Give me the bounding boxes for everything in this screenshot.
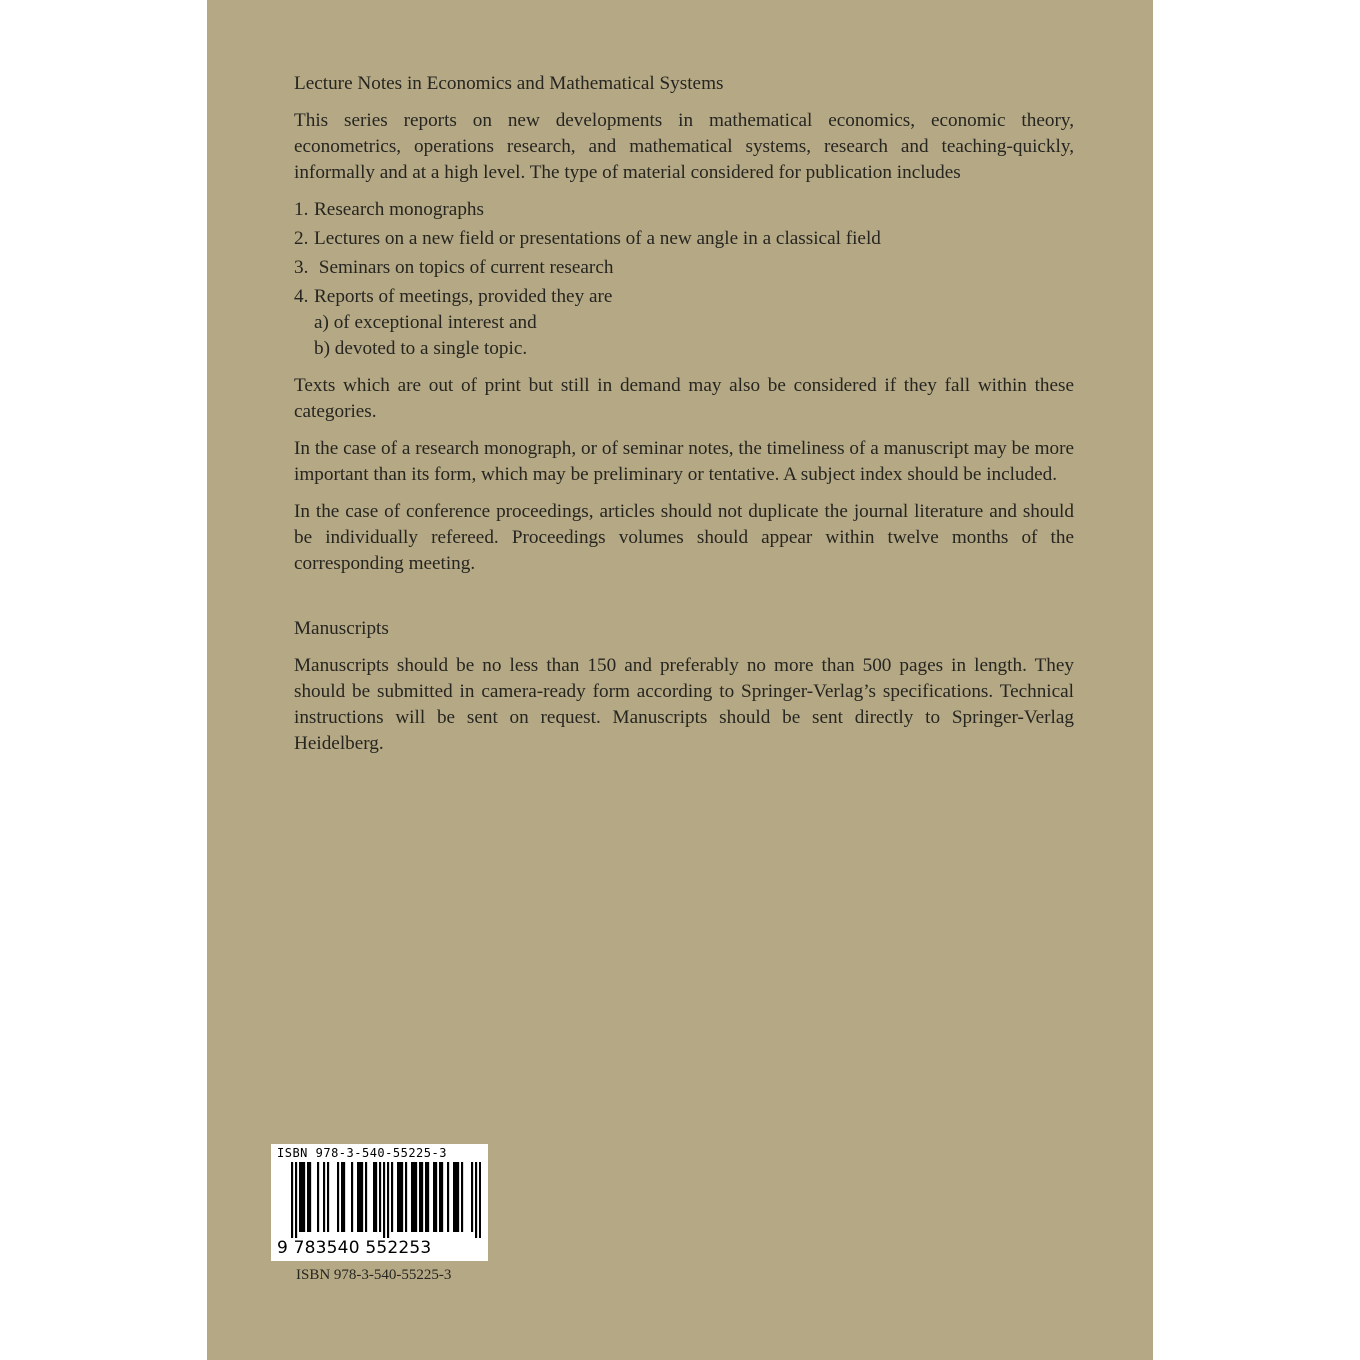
list-item: 4. Reports of meetings, provided they are a) of exceptional interest and b) devoted to a single topic. (294, 284, 1074, 362)
barcode-bar (441, 1162, 443, 1232)
barcode-bar (351, 1162, 353, 1232)
barcode-bar (387, 1162, 389, 1238)
barcode-bar (427, 1162, 429, 1232)
barcode-bar (323, 1162, 325, 1232)
material-list (294, 197, 1074, 362)
sub-list-item: a) of exceptional interest and (314, 312, 537, 333)
barcode-digits: 9 783540 552253 (277, 1238, 432, 1258)
manuscripts-paragraph: Manuscripts should be no less than 150 and preferably no more than 500 pages in length. They should be submitted in camera-ready form according to Springer-Verlag’s specifications. Technical instructions will be sent on request. Manuscripts should be sent directly to Springer-Verlag Heidelberg. (294, 655, 1074, 754)
barcode-image (291, 1162, 481, 1238)
barcode-bar (373, 1162, 375, 1232)
manuscripts-heading: Manuscripts (294, 618, 389, 639)
barcode-bar (365, 1162, 367, 1232)
barcode-bar (453, 1162, 455, 1232)
out-of-print-paragraph: Texts which are out of print but still in demand may also be considered if they fall within these categories. (294, 375, 1074, 422)
conference-paragraph: In the case of conference proceedings, articles should not duplicate the journal literature and should be individually refereed. Proceedings volumes should appear within twelve months of the corresponding meeting. (294, 501, 1074, 574)
barcode-bar (357, 1162, 359, 1232)
sub-list-item: b) devoted to a single topic. (314, 338, 528, 359)
barcode-bar (337, 1162, 339, 1232)
barcode-bar (457, 1162, 459, 1232)
barcode-bar (447, 1162, 449, 1232)
barcode-bar (303, 1162, 305, 1232)
barcode-bar (391, 1162, 393, 1232)
barcode-bar (399, 1162, 401, 1232)
barcode-bar (455, 1162, 457, 1232)
barcode-bar (341, 1162, 343, 1232)
barcode-bar (413, 1162, 415, 1232)
barcode-bar (379, 1162, 381, 1232)
barcode-bar (299, 1162, 301, 1232)
barcode-bar (471, 1162, 473, 1232)
list-item: 2. Lectures on a new field or presentations of a new angle in a classical field (294, 228, 881, 249)
barcode-bar (421, 1162, 423, 1232)
cover-text (294, 71, 1074, 768)
barcode-bar (295, 1162, 297, 1238)
barcode-isbn-label: ISBN 978-3-540-55225-3 (277, 1146, 447, 1160)
barcode-bar (411, 1162, 413, 1232)
list-item: 1. Research monographs (294, 199, 484, 220)
barcode-bar (307, 1162, 309, 1232)
barcode-bar (383, 1162, 385, 1238)
barcode-bar (317, 1162, 319, 1232)
barcode-bar (419, 1162, 421, 1232)
barcode-bar (397, 1162, 399, 1232)
barcode-bar (405, 1162, 407, 1232)
barcode-bar (375, 1162, 377, 1232)
sub-list (294, 310, 1074, 362)
intro-paragraph: This series reports on new developments in mathematical economics, economic theory, econometrics, operations research, and mathematical systems, research and teaching-quickly, informally and at a high level. The type of material considered for publication includes (294, 110, 1074, 183)
monograph-paragraph: In the case of a research monograph, or of seminar notes, the timeliness of a manuscript may be more important than its form, which may be preliminary or tentative. A subject index should be included. (294, 438, 1074, 485)
list-item: 3. Seminars on topics of current research (294, 257, 614, 278)
barcode-bar (475, 1162, 477, 1238)
barcode-bar (479, 1162, 481, 1238)
barcode-bar (343, 1162, 345, 1232)
barcode-bar (425, 1162, 427, 1232)
barcode-bar (359, 1162, 361, 1232)
barcode-bar (327, 1162, 329, 1232)
barcode-bar (401, 1162, 403, 1232)
barcode-bar (415, 1162, 417, 1232)
barcode-bar (435, 1162, 437, 1232)
barcode-bar (439, 1162, 441, 1232)
barcode-bar (361, 1162, 363, 1232)
barcode-bar (433, 1162, 435, 1232)
isbn-barcode (271, 1144, 488, 1261)
series-title: Lecture Notes in Economics and Mathematical Systems (294, 73, 724, 94)
barcode-bar (309, 1162, 311, 1232)
isbn-text: ISBN 978-3-540-55225-3 (296, 1267, 452, 1283)
barcode-bar (301, 1162, 303, 1232)
barcode-bar (461, 1162, 463, 1232)
barcode-bar (291, 1162, 293, 1238)
